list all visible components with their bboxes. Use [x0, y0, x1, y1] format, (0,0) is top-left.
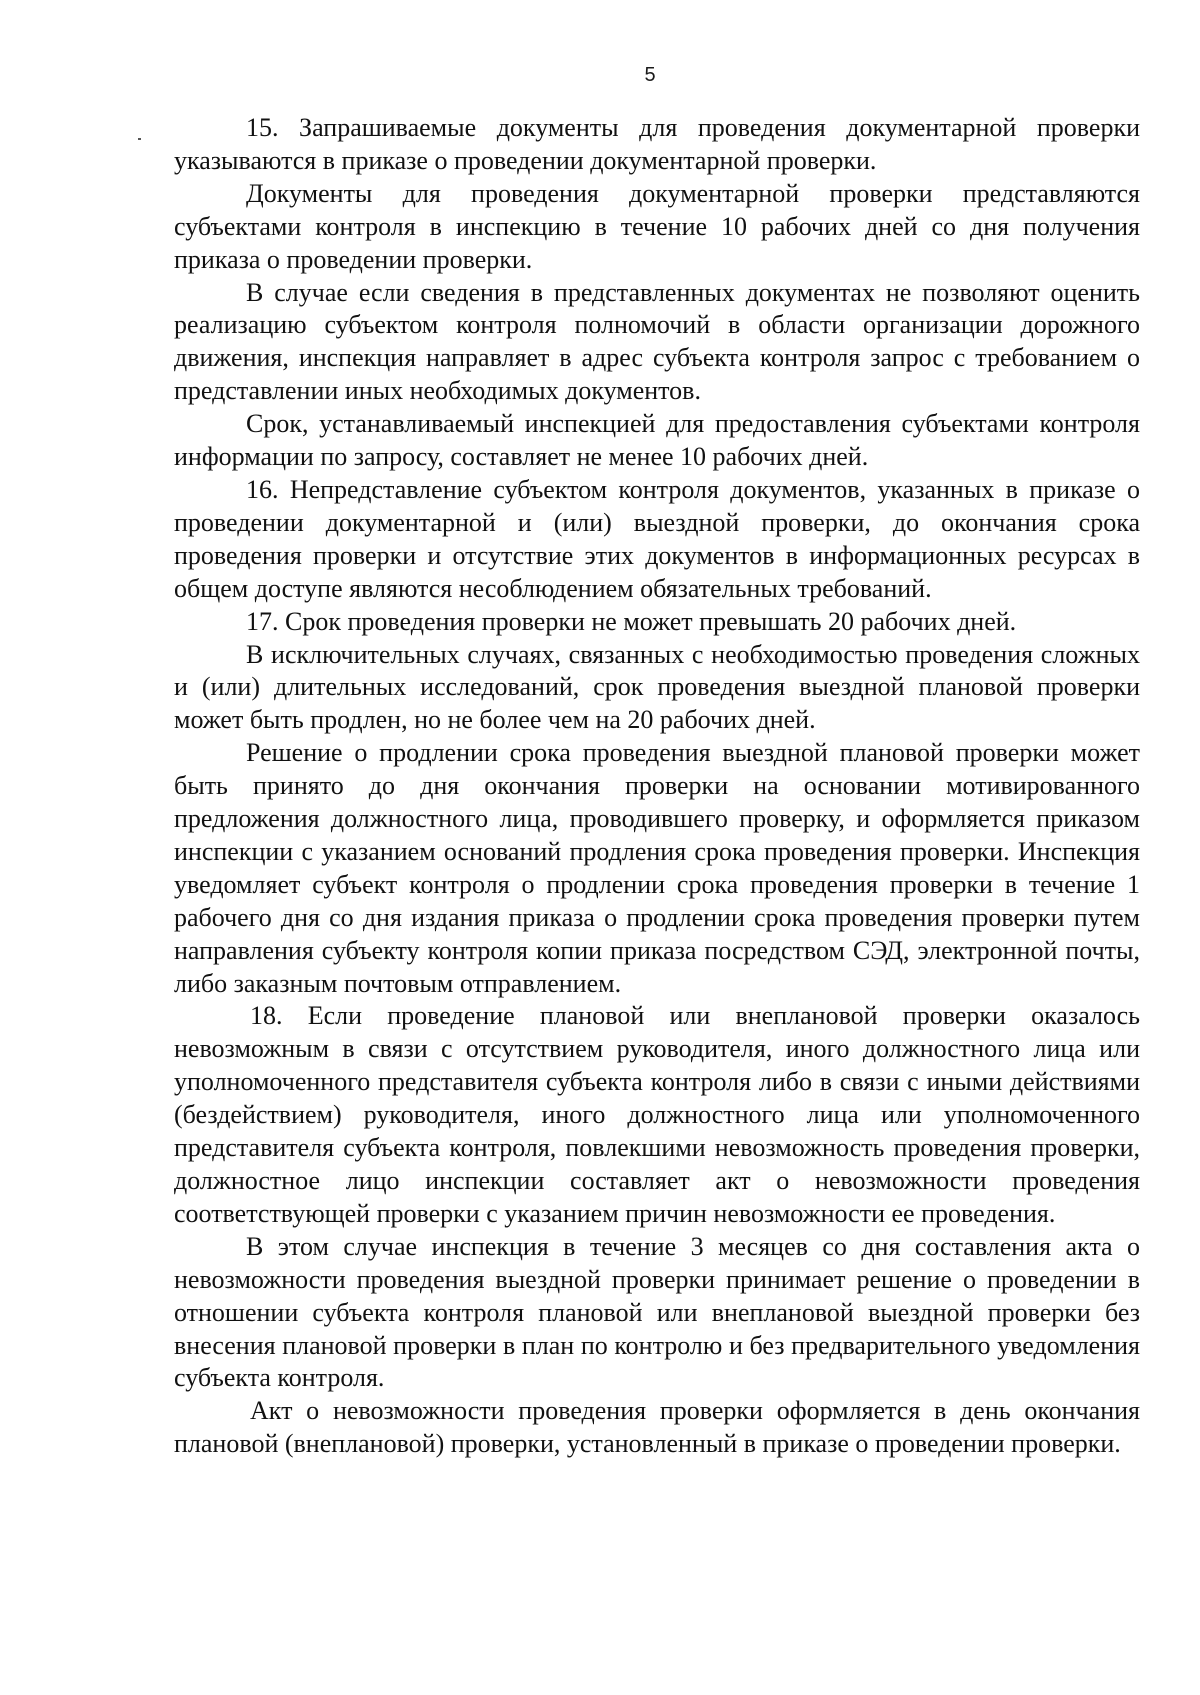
paragraph-15: 15. Запрашиваемые документы для проведения документарной проверки указываются в приказе о проведении документарной проверки. [174, 113, 1140, 175]
paragraph-exceptional-cases: В исключительных случаях, связанных с необходимостью проведения сложных и (или) длительных исследований, срок проведения выездной плановой проверки может быть продлен, но не более чем на 20 рабочих дней. [174, 639, 1140, 735]
paragraph-request-deadline: Срок, устанавливаемый инспекцией для предоставления субъектами контроля информации по запросу, составляет не менее 10 рабочих дней. [174, 409, 1140, 472]
paragraph-documents-submission: Документы для проведения документарной проверки представляются субъектами контроля в инспекцию в течение 10 рабочих дней со дня получения приказа о проведении проверки. [174, 178, 1140, 274]
paragraph-18: 18. Если проведение плановой или внеплановой проверки оказалось невозможным в связи с отсутствием руководителя, иного должностного лица или уполномоченного представителя субъекта контроля либо в связи с иными действиями (бездействием) руководителя, иного должностного лица или уполномоченного представителя субъекта контроля, повлекшими невозможность проведения проверки, должностное лицо инспекции составляет акт о невозможности проведения соответствующей проверки с указанием причин невозможности ее проведения. [174, 1001, 1140, 1228]
document-body [174, 112, 1140, 1461]
paragraph-extension-decision: Решение о продлении срока проведения выездной плановой проверки может быть принято до дня окончания проверки на основании мотивированного предложения должностного лица, проводившего проверку, и оформляется приказом инспекции с указанием оснований продления срока проведения проверки. Инспекция уведомляет субъект контроля о продлении срока проведения проверки в течение 1 рабочего дня со дня издания приказа о продлении срока проведения проверки путем направления субъекту контроля копии приказа посредством СЭД, электронной почты, либо заказным почтовым отправлением. [174, 738, 1140, 998]
page-number: 5 [644, 64, 656, 86]
paragraph-impossibility-act: Акт о невозможности проведения проверки оформляется в день окончания плановой (внеплановой) проверки, установленный в приказе о проведении проверки. [174, 1396, 1140, 1459]
margin-mark [138, 138, 141, 140]
paragraph-16: 16. Непредставление субъектом контроля документов, указанных в приказе о проведении документарной и (или) выездной проверки, до окончания срока проведения проверки и отсутствие этих документов в информационных ресурсах в общем доступе являются несоблюдением обязательных требований. [174, 474, 1140, 603]
paragraph-additional-request: В случае если сведения в представленных документах не позволяют оценить реализацию субъектом контроля полномочий в области организации дорожного движения, инспекция направляет в адрес субъекта контроля запрос с требованием о представлении иных необходимых документов. [174, 277, 1140, 406]
paragraph-rescheduling: В этом случае инспекция в течение 3 месяцев со дня составления акта о невозможности проведения выездной проверки принимает решение о проведении в отношении субъекта контроля плановой или внеплановой выездной проверки без внесения плановой проверки в план по контролю и без предварительного уведомления субъекта контроля. [174, 1231, 1140, 1393]
paragraph-17: 17. Срок проведения проверки не может превышать 20 рабочих дней. [246, 606, 1017, 636]
